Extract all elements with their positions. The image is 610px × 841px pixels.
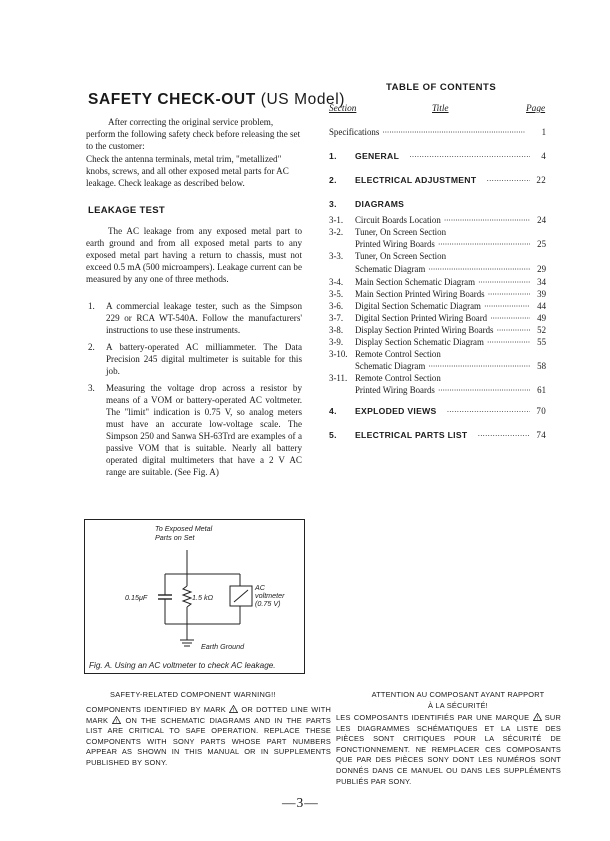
toc-entry-title: Digital Section Schematic Diagram [355,301,481,311]
warning-en-title: SAFETY-RELATED COMPONENT WARNING!! [110,690,276,699]
method-item [86,382,302,478]
toc-row-diagrams[interactable] [329,198,546,210]
toc-entry-title: Remote Control Section [355,349,441,359]
toc-section-number: 3-3. [329,251,344,261]
toc-row-3-11-cont[interactable] [329,384,546,396]
toc-row-3-2-cont[interactable] [329,238,546,250]
toc-row-specifications[interactable] [329,126,546,138]
toc-header-title: Title [432,104,449,114]
toc-entry-title: Tuner, On Screen Section [355,227,447,237]
warning-fr-text-2: SUR LES DIAGRAMMES SCHÉMATIQUES ET LA LISTE DES PIÈCES SONT CRITIQUES POUR LA SÉCURITÉ DE FONCTIONNEMENT. NE REMPLACER CES COMPOSANTS QUE PAR DES PIÈCES SONY DONT LES NUMÉROS SONT DONNÉS DANS CE MANUEL OU DANS LES SUPPLÉMENTS PUBLIÉS PAR SONY. [336,713,561,786]
toc-entry-title: ELECTRICAL PARTS LIST [355,430,468,440]
toc-page-number: 61 [537,385,546,395]
toc-row-3-10[interactable] [329,348,546,360]
warning-en-text-1: COMPONENTS IDENTIFIED BY MARK [86,705,226,714]
toc-section-number: 3-8. [329,325,344,335]
toc-row-3-4[interactable] [329,276,546,288]
toc-entry-title: GENERAL [355,151,400,161]
toc-row-3-10-cont[interactable] [329,360,546,372]
toc-page-number: 52 [537,325,546,335]
resistor-value: 1.5 kΩ [192,593,214,602]
toc-section-number: 5. [329,430,337,440]
toc-entry-title: Display Section Printed Wiring Boards [355,325,494,335]
toc-row-3-8[interactable] [329,324,546,336]
toc-entry-title: Schematic Diagram [355,264,426,274]
toc-section-number: 4. [329,406,337,416]
toc-page-number: 29 [537,264,546,274]
meter-label-3: (0.75 V) [255,599,281,608]
warning-fr-text-1: LES COMPOSANTS IDENTIFIÉS PAR UNE MARQUE [336,713,530,722]
method-text: A commercial leakage tester, such as the Simpson 229 or RCA WT-540A. Follow the manufacturers' instructions to use these instruments. [106,301,302,335]
toc-entry-title: Display Section Schematic Diagram [355,337,484,347]
toc-page-number: 44 [537,301,546,311]
toc-entry-title: Remote Control Section [355,373,441,383]
toc-entry-title: Digital Section Printed Wiring Board [355,313,488,323]
meter-label-1: AC [255,583,265,592]
leakage-test-body: The AC leakage from any exposed metal part to earth ground and from all exposed metal parts to any exposed metal part having a return to chassis, must not exceed 0.5 mA (500 microampers). Leakage current can be measured by any one of three methods. [86,226,302,285]
toc-page-number: 34 [537,277,546,287]
toc-entry-title: Main Section Schematic Diagram [355,277,476,287]
svg-text:!: ! [115,718,118,724]
toc-section-number: 3-7. [329,313,344,323]
safety-title-main: SAFETY CHECK-OUT [88,91,256,108]
resistor-symbol [183,586,191,607]
method-number: 3. [88,383,95,393]
figure-top-label-1: To Exposed Metal [155,524,213,533]
warning-fr-title-1: ATTENTION AU COMPOSANT AYANT RAPPORT [371,690,545,699]
toc-row-3-11[interactable] [329,372,546,384]
toc-section-number: 3-4. [329,277,344,287]
toc-section-number: 3-9. [329,337,344,347]
warning-en-text-3: ON THE SCHEMATIC DIAGRAMS AND IN THE PARTS LIST ARE CRITICAL TO SAFE OPERATION. REPLACE THESE COMPONENTS WITH SONY PARTS WHOSE PART NUMBERS APPEAR AS SHOWN IN THIS MANUAL OR IN SUPPLEMENTS PUBLISHED BY SONY. [86,715,331,767]
toc-page-number: 39 [537,289,546,299]
figure-a-circuit [84,519,305,674]
leakage-methods-list [86,300,302,483]
toc-row-3-7[interactable] [329,312,546,324]
toc-title: TABLE OF CONTENTS [386,82,497,93]
svg-text:!: ! [232,708,235,713]
toc-row-3-3-cont[interactable] [329,263,546,275]
toc-header-page: Page [526,104,546,114]
toc-page-number: 22 [536,175,546,185]
toc-entry-title: EXPLODED VIEWS [355,406,437,416]
toc-entry-title: Tuner, On Screen Section [355,251,447,261]
safety-mark-icon [112,716,121,724]
toc-section-number: 2. [329,175,337,185]
safety-intro [86,116,304,189]
toc-section-number: 3-6. [329,301,344,311]
warning-en-body [86,705,331,769]
toc-entry-title: Specifications [329,127,380,137]
safety-title-model: (US Model) [260,91,346,108]
method-item [86,300,302,336]
figure-top-label-2: Parts on Set [155,533,195,542]
method-text: Measuring the voltage drop across a resistor by means of a VOM or battery-operated AC voltmeter. The "limit" indication is 0.75 V, so analog meters must have an accurate low-voltage scale. The Simpson 250 and Sanwa SH-63Trd are examples of a passive VOM that is suitable. Nearly all battery operated digital multimeters that have a 2 V AC range are suitable. (See Fig. A) [106,383,302,477]
leakage-test-heading: LEAKAGE TEST [88,205,165,216]
toc-page-number: 49 [537,313,546,323]
toc-row-3-2[interactable] [329,226,546,238]
warning-fr-body [336,713,561,787]
toc-row-3-6[interactable] [329,300,546,312]
safety-mark-icon [533,713,542,721]
toc-row-3-3[interactable] [329,250,546,262]
intro-paragraph-2: Check the antenna terminals, metal trim, "metallized" knobs, screws, and all other exposed metal parts for AC leakage. Check leakage as described below. [86,153,289,189]
toc-page-number: 24 [537,215,546,225]
method-number: 1. [88,301,95,311]
toc-row-3-5[interactable] [329,288,546,300]
safety-checkout-title [88,91,345,109]
warning-fr-title [350,690,566,711]
toc-section-number: 3-5. [329,289,344,299]
toc-entry-title: Printed Wiring Boards [355,239,435,249]
page-number: —3— [282,795,319,810]
toc-entry-title: Circuit Boards Location [355,215,441,225]
toc-section-number: 1. [329,151,337,161]
toc-section-number: 3-2. [329,227,344,237]
toc-row-3-1[interactable] [329,214,546,226]
toc-row-general[interactable] [329,150,546,162]
toc-section-number: 3-10. [329,349,348,359]
intro-paragraph-1: After correcting the original service problem, perform the following safety check before releasing the set to the customer: [86,117,301,152]
ground-label: Earth Ground [201,642,245,651]
toc-section-number: 3-1. [329,215,344,225]
toc-page-number: 4 [541,151,546,161]
leakage-circuit-diagram [85,520,306,675]
svg-text:!: ! [536,716,538,721]
safety-mark-icon [229,705,238,713]
toc-row-3-9[interactable] [329,336,546,348]
meter-label-2: voltmeter [255,591,285,600]
toc-entry-title: Schematic Diagram [355,361,426,371]
toc-page-number: 25 [537,239,546,249]
method-text: A battery-operated AC milliammeter. The Data Precision 245 digital multimeter is suitable for this job. [106,342,302,376]
toc-page-number: 1 [541,127,546,137]
toc-page-number: 70 [536,406,546,416]
method-item [86,341,302,377]
toc-entry-title: DIAGRAMS [355,199,405,209]
toc-page-number: 74 [536,430,546,440]
toc-entry-title: ELECTRICAL ADJUSTMENT [355,175,477,185]
toc-page-number: 58 [537,361,546,371]
toc-page-number: 55 [537,337,546,347]
toc-row-electrical-adjustment[interactable] [329,174,546,186]
figure-caption: Fig. A. Using an AC voltmeter to check AC leakage. [89,661,276,670]
toc-section-number: 3-11. [329,373,348,383]
toc-header-section: Section [329,104,357,114]
method-number: 2. [88,342,95,352]
warning-en-text-2: OR DOTTED LINE WITH MARK [86,705,331,725]
toc-entry-title: Printed Wiring Boards [355,385,435,395]
toc-row-electrical-parts-list[interactable] [329,429,546,441]
toc-entry-title: Main Section Printed Wiring Boards [355,289,485,299]
toc-row-exploded-views[interactable] [329,405,546,417]
capacitor-value: 0.15μF [125,593,148,602]
toc-section-number: 3. [329,199,337,209]
warning-fr-title-2: À LA SÉCURITÉ! [428,700,488,710]
